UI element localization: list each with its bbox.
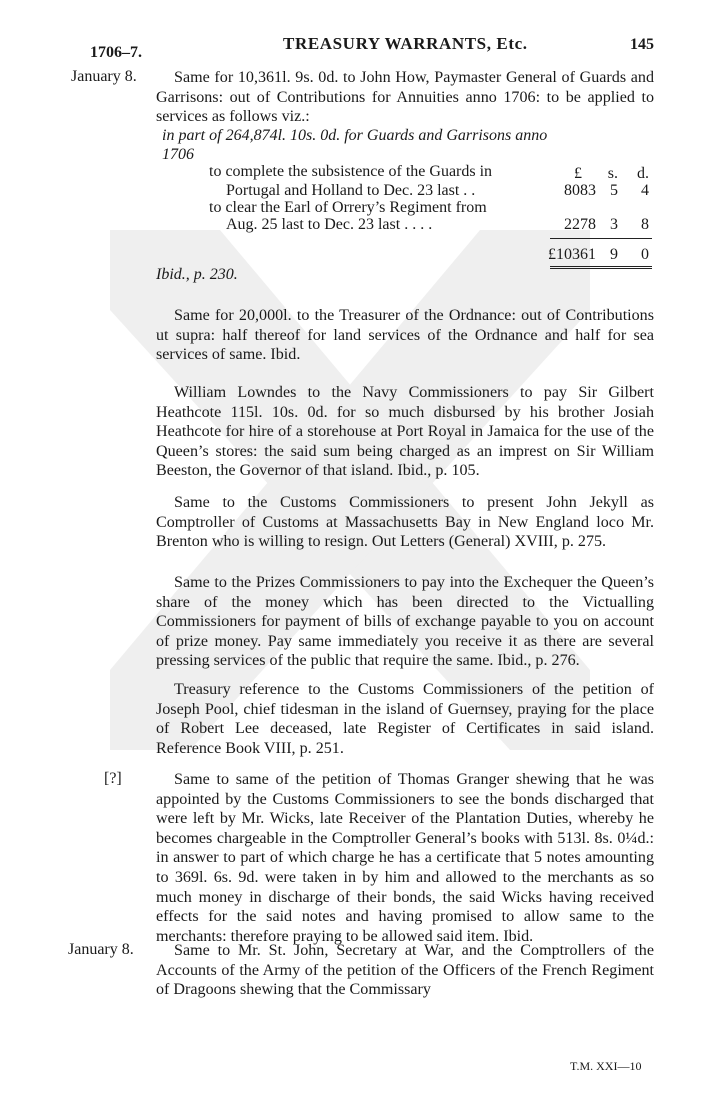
column-pounds: £ xyxy=(574,165,582,182)
paragraph-prizes xyxy=(156,573,654,671)
item-1-shillings: 5 xyxy=(610,182,618,199)
paragraph-text: Same to the Customs Commissioners to present John Jekyll as Comptroller of Customs at Massachusetts Bay in New England loco Mr. Brenton who is willing to resign. Out Letters (General) XVIII, p. 275. xyxy=(156,494,654,551)
paragraph-text: Same to same of the petition of Thomas Granger shewing that he was appointed by the Customs Commissioners to see the bonds discharged that were left by Mr. Wicks, late Receiver of the Plantation Duties, whereby he becomes chargeable in the Comptroller General’s books with 513l. 8s. 0¼d.: in answer to part of which charge he has a certificate that 5 notes amounting to 369l. 6s. 9d. were taken in by him and allowed to the merchants as so much money in discharge of their bonds, the said Wicks having received effects for the said notes and having promised to allow same to the merchants: therefore praying to be allowed said item. Ibid. xyxy=(156,771,654,945)
sum-rule xyxy=(550,238,652,239)
paragraph-navy xyxy=(156,383,654,481)
total-rule-1 xyxy=(550,266,652,267)
paragraph-text: Same to Mr. St. John, Secretary at War, and the Comptrollers of the Accounts of the Army of the petition of the Officers of the French Regiment of Dragoons shewing that the Commissary xyxy=(156,942,654,999)
paragraph-pool xyxy=(156,680,654,758)
margin-date-2: January 8. xyxy=(68,941,134,958)
item-1-pence: 4 xyxy=(641,182,649,199)
column-pence: d. xyxy=(637,165,649,182)
column-shillings: s. xyxy=(607,165,618,182)
item-1-line-1: to complete the subsistence of the Guards in xyxy=(209,163,493,180)
item-1-line-2: Portugal and Holland to Dec. 23 last . . xyxy=(226,182,476,199)
margin-date-1: January 8. xyxy=(71,68,137,85)
entry-text: Same for 10,361l. 9s. 0d. to John How, Paymaster General of Guards and Garrisons: out of Contributions for Annuities anno 1706: to be applied to services as follows viz.: xyxy=(156,69,654,126)
item-2-pence: 8 xyxy=(641,216,649,233)
entry-paragraph xyxy=(156,68,654,127)
item-2-pounds: 2278 xyxy=(564,216,596,233)
paragraph-st-john xyxy=(156,941,654,1000)
paragraph-text: Treasury reference to the Customs Commissioners of the petition of Joseph Pool, chief tidesman in the island of Guernsey, praying for the place of Robert Lee deceased, late Register of Certificates in said island. Reference Book VIII, p. 251. xyxy=(156,681,654,757)
total-pence: 0 xyxy=(641,246,649,263)
total-pounds: £10361 xyxy=(548,246,596,263)
paragraph-granger xyxy=(156,770,654,946)
total-shillings: 9 xyxy=(610,246,618,263)
item-2-line-2: Aug. 25 last to Dec. 23 last . . . . xyxy=(226,216,433,233)
item-1-pounds: 8083 xyxy=(564,182,596,199)
item-2-shillings: 3 xyxy=(610,216,618,233)
paragraph-text: Same for 20,000l. to the Treasurer of the Ordnance: out of Contributions ut supra: half thereof for land services of the Ordnance and half for sea services of same. Ibid. xyxy=(156,307,654,364)
entry-subheading: in part of 264,874l. 10s. 0d. for Guards and Garrisons anno 1706 xyxy=(162,127,548,163)
entry-reference: Ibid., p. 230. xyxy=(156,266,238,283)
running-title: TREASURY WARRANTS, Etc. xyxy=(283,34,528,53)
margin-query: [?] xyxy=(104,770,122,787)
item-2-line-1: to clear the Earl of Orrery’s Regiment from xyxy=(209,199,487,216)
paragraph-text: William Lowndes to the Navy Commissioners to pay Sir Gilbert Heathcote 115l. 10s. 0d. for so much disbursed by his brother Josiah Heathcote for hire of a storehouse at Port Royal in Jamaica for the use of the Queen’s stores: the said sum being charged as an imprest on Sir William Beeston, the Governor of that island. Ibid., p. 105. xyxy=(156,384,654,480)
header-year: 1706–7. xyxy=(90,44,142,61)
page-number: 145 xyxy=(630,36,654,53)
footer-signature: T.M. XXI—10 xyxy=(570,1059,642,1073)
paragraph-customs-jekyll xyxy=(156,493,654,552)
paragraph-text: Same to the Prizes Commissioners to pay into the Exchequer the Queen’s share of the money which has been directed to the Victualling Commissioners for payment of bills of exchange payable to you on account of prize money. Pay same immediately you receive it as there are several pressing services of the public that require the same. Ibid., p. 276. xyxy=(156,574,654,670)
total-rule-2 xyxy=(550,268,652,269)
paragraph-ordnance xyxy=(156,306,654,365)
